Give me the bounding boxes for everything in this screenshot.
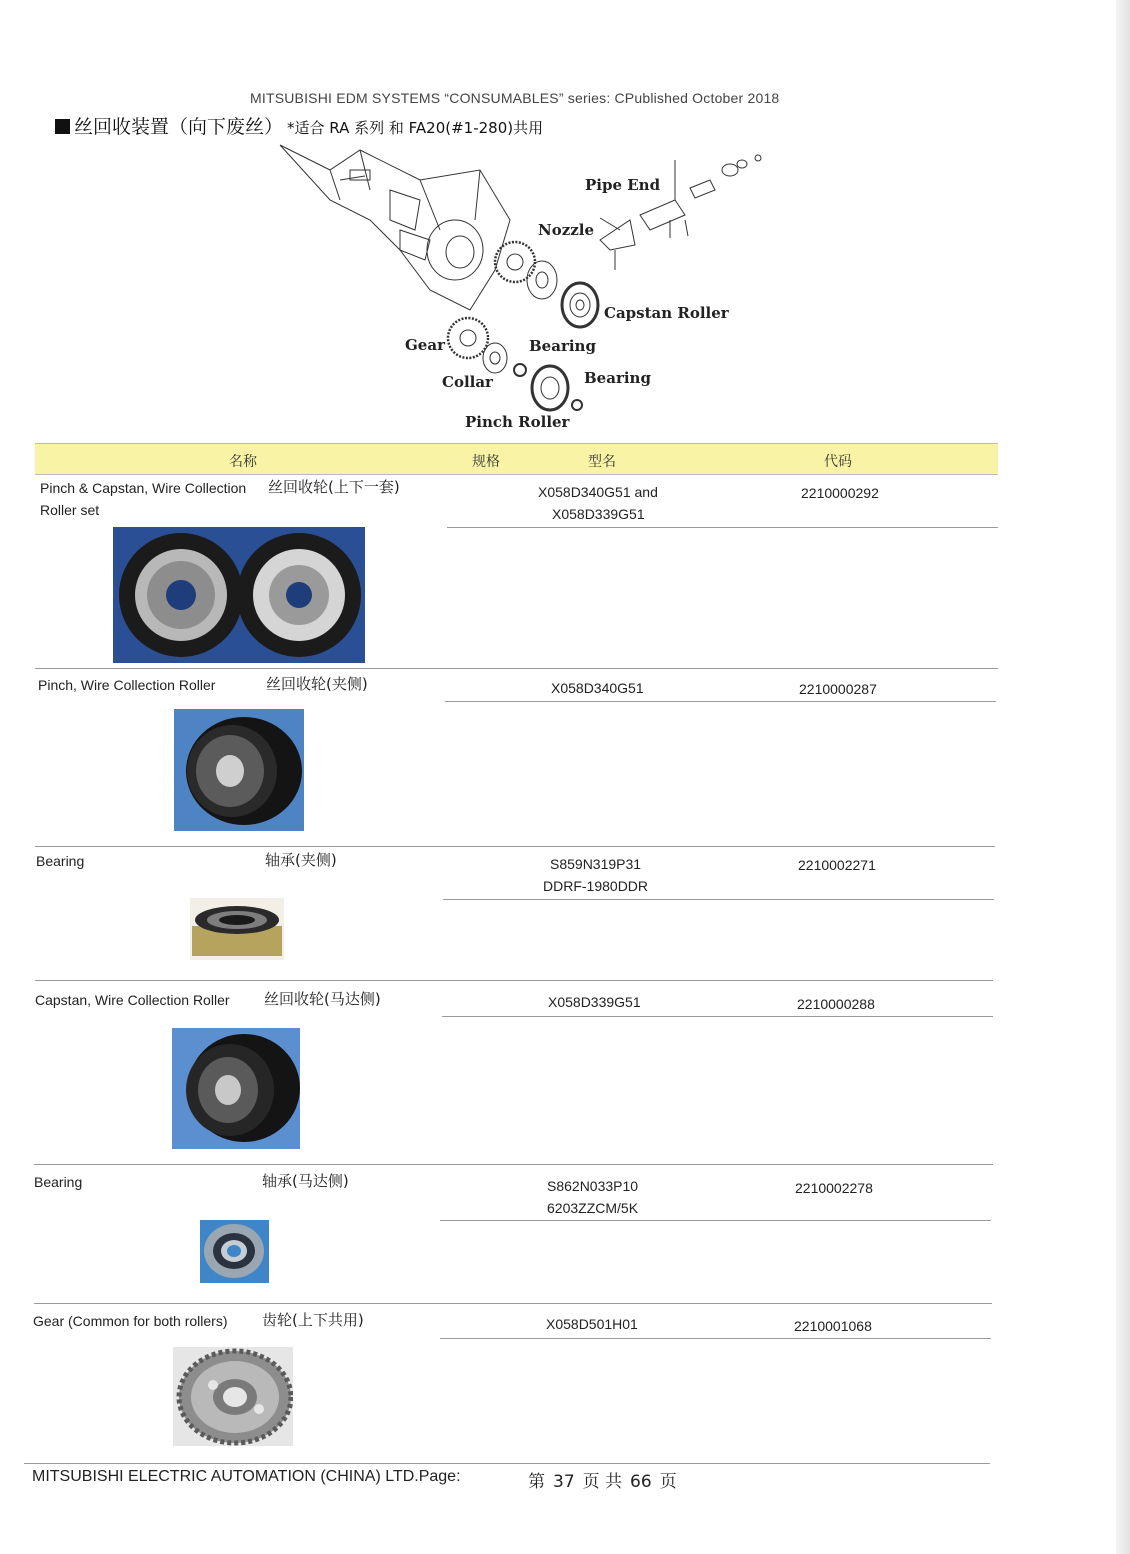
- capstan-roller-photo: [172, 1028, 300, 1149]
- label-pinch-roller: Pinch Roller: [465, 413, 570, 431]
- row-model: X058D501H01: [546, 1316, 638, 1332]
- document-header: MITSUBISHI EDM SYSTEMS “CONSUMABLES” series: CPublished October 2018: [250, 90, 780, 106]
- label-bearing-lower: Bearing: [584, 369, 651, 387]
- row-model: S862N033P10: [547, 1178, 639, 1194]
- row-code: 2210000292: [801, 485, 879, 501]
- section-title: [55, 112, 543, 139]
- row-model-line2: X058D339G51: [552, 506, 645, 522]
- row-divider: [442, 1016, 993, 1017]
- header-spec: 规格: [472, 453, 500, 469]
- row-name-en: Gear (Common for both rollers): [33, 1313, 228, 1329]
- bearing-motor-photo: [200, 1220, 269, 1283]
- page-mid: 页 共: [582, 1472, 623, 1492]
- header-model: 型名: [588, 453, 616, 469]
- page-total: 66: [630, 1472, 652, 1492]
- footer-company: MITSUBISHI ELECTRIC AUTOMATION (CHINA) LTD.Page:: [32, 1468, 461, 1485]
- table-header: [35, 443, 998, 475]
- row-divider: [445, 701, 996, 702]
- row-model-line2: 6203ZZCM/5K: [547, 1200, 639, 1216]
- row-code: 2210000287: [799, 681, 877, 697]
- row-name-en: Pinch, Wire Collection Roller: [38, 677, 216, 693]
- label-bearing-upper: Bearing: [529, 337, 596, 355]
- row-name-en: Capstan, Wire Collection Roller: [35, 992, 230, 1008]
- row-divider: [443, 899, 994, 900]
- gear-photo: [173, 1347, 293, 1446]
- row-name-cn: 轴承(夹侧): [265, 851, 337, 869]
- page-prefix: 第: [528, 1472, 545, 1492]
- label-collar: Collar: [442, 373, 493, 391]
- label-gear: Gear: [405, 336, 445, 354]
- row-code: 2210002278: [795, 1180, 873, 1196]
- row-code: 2210002271: [798, 857, 876, 873]
- row-name-cn: 丝回收轮(夹侧): [266, 675, 368, 693]
- row-name-cn: 轴承(马达侧): [262, 1172, 349, 1190]
- row-name-en: Bearing: [34, 1174, 83, 1190]
- row-model: X058D340G51: [551, 680, 644, 696]
- page-edge: [1116, 0, 1130, 1554]
- row-bottom-divider: [34, 1303, 992, 1304]
- row-name-en: Bearing: [36, 853, 85, 869]
- row-name-en-line2: Roller set: [40, 502, 100, 518]
- row-divider: [447, 527, 998, 528]
- page-suffix: 页: [659, 1472, 677, 1492]
- row-bottom-divider: [35, 668, 998, 669]
- row-bottom-divider: [35, 846, 995, 847]
- row-name-en: Pinch & Capstan, Wire Collection: [40, 480, 247, 496]
- row-name-cn: 丝回收轮(上下一套): [268, 478, 400, 496]
- bearing-clamp-photo: [190, 898, 284, 960]
- section-note: *适合 RA 系列 和 FA20(#1-280)共用: [287, 119, 544, 137]
- page-current: 37: [553, 1472, 575, 1492]
- exploded-diagram: [270, 140, 770, 435]
- row-model: X058D340G51 and: [538, 484, 658, 500]
- row-model: S859N319P31: [550, 856, 642, 872]
- roller-set-photo: [113, 527, 365, 663]
- header-name: 名称: [229, 453, 257, 469]
- row-model-line2: DDRF-1980DDR: [543, 878, 649, 894]
- footer-page-number: [528, 1467, 677, 1492]
- section-title-text: 丝回收装置（向下废丝）: [74, 116, 284, 138]
- row-name-cn: 齿轮(上下共用): [262, 1311, 364, 1329]
- bullet-square-icon: [55, 119, 70, 134]
- label-capstan-roller: Capstan Roller: [604, 304, 729, 322]
- row-divider: [440, 1220, 991, 1221]
- row-bottom-divider: [34, 1164, 993, 1165]
- row-code: 2210001068: [794, 1318, 872, 1334]
- label-pipe-end: Pipe End: [585, 176, 661, 194]
- row-code: 2210000288: [797, 996, 875, 1012]
- pinch-roller-photo: [174, 709, 304, 831]
- row-divider: [440, 1338, 991, 1339]
- header-code: 代码: [824, 453, 852, 469]
- row-model: X058D339G51: [548, 994, 641, 1010]
- row-name-cn: 丝回收轮(马达侧): [264, 990, 381, 1008]
- row-bottom-divider: [35, 980, 993, 981]
- label-nozzle: Nozzle: [538, 221, 594, 239]
- row-bottom-divider: [24, 1463, 990, 1464]
